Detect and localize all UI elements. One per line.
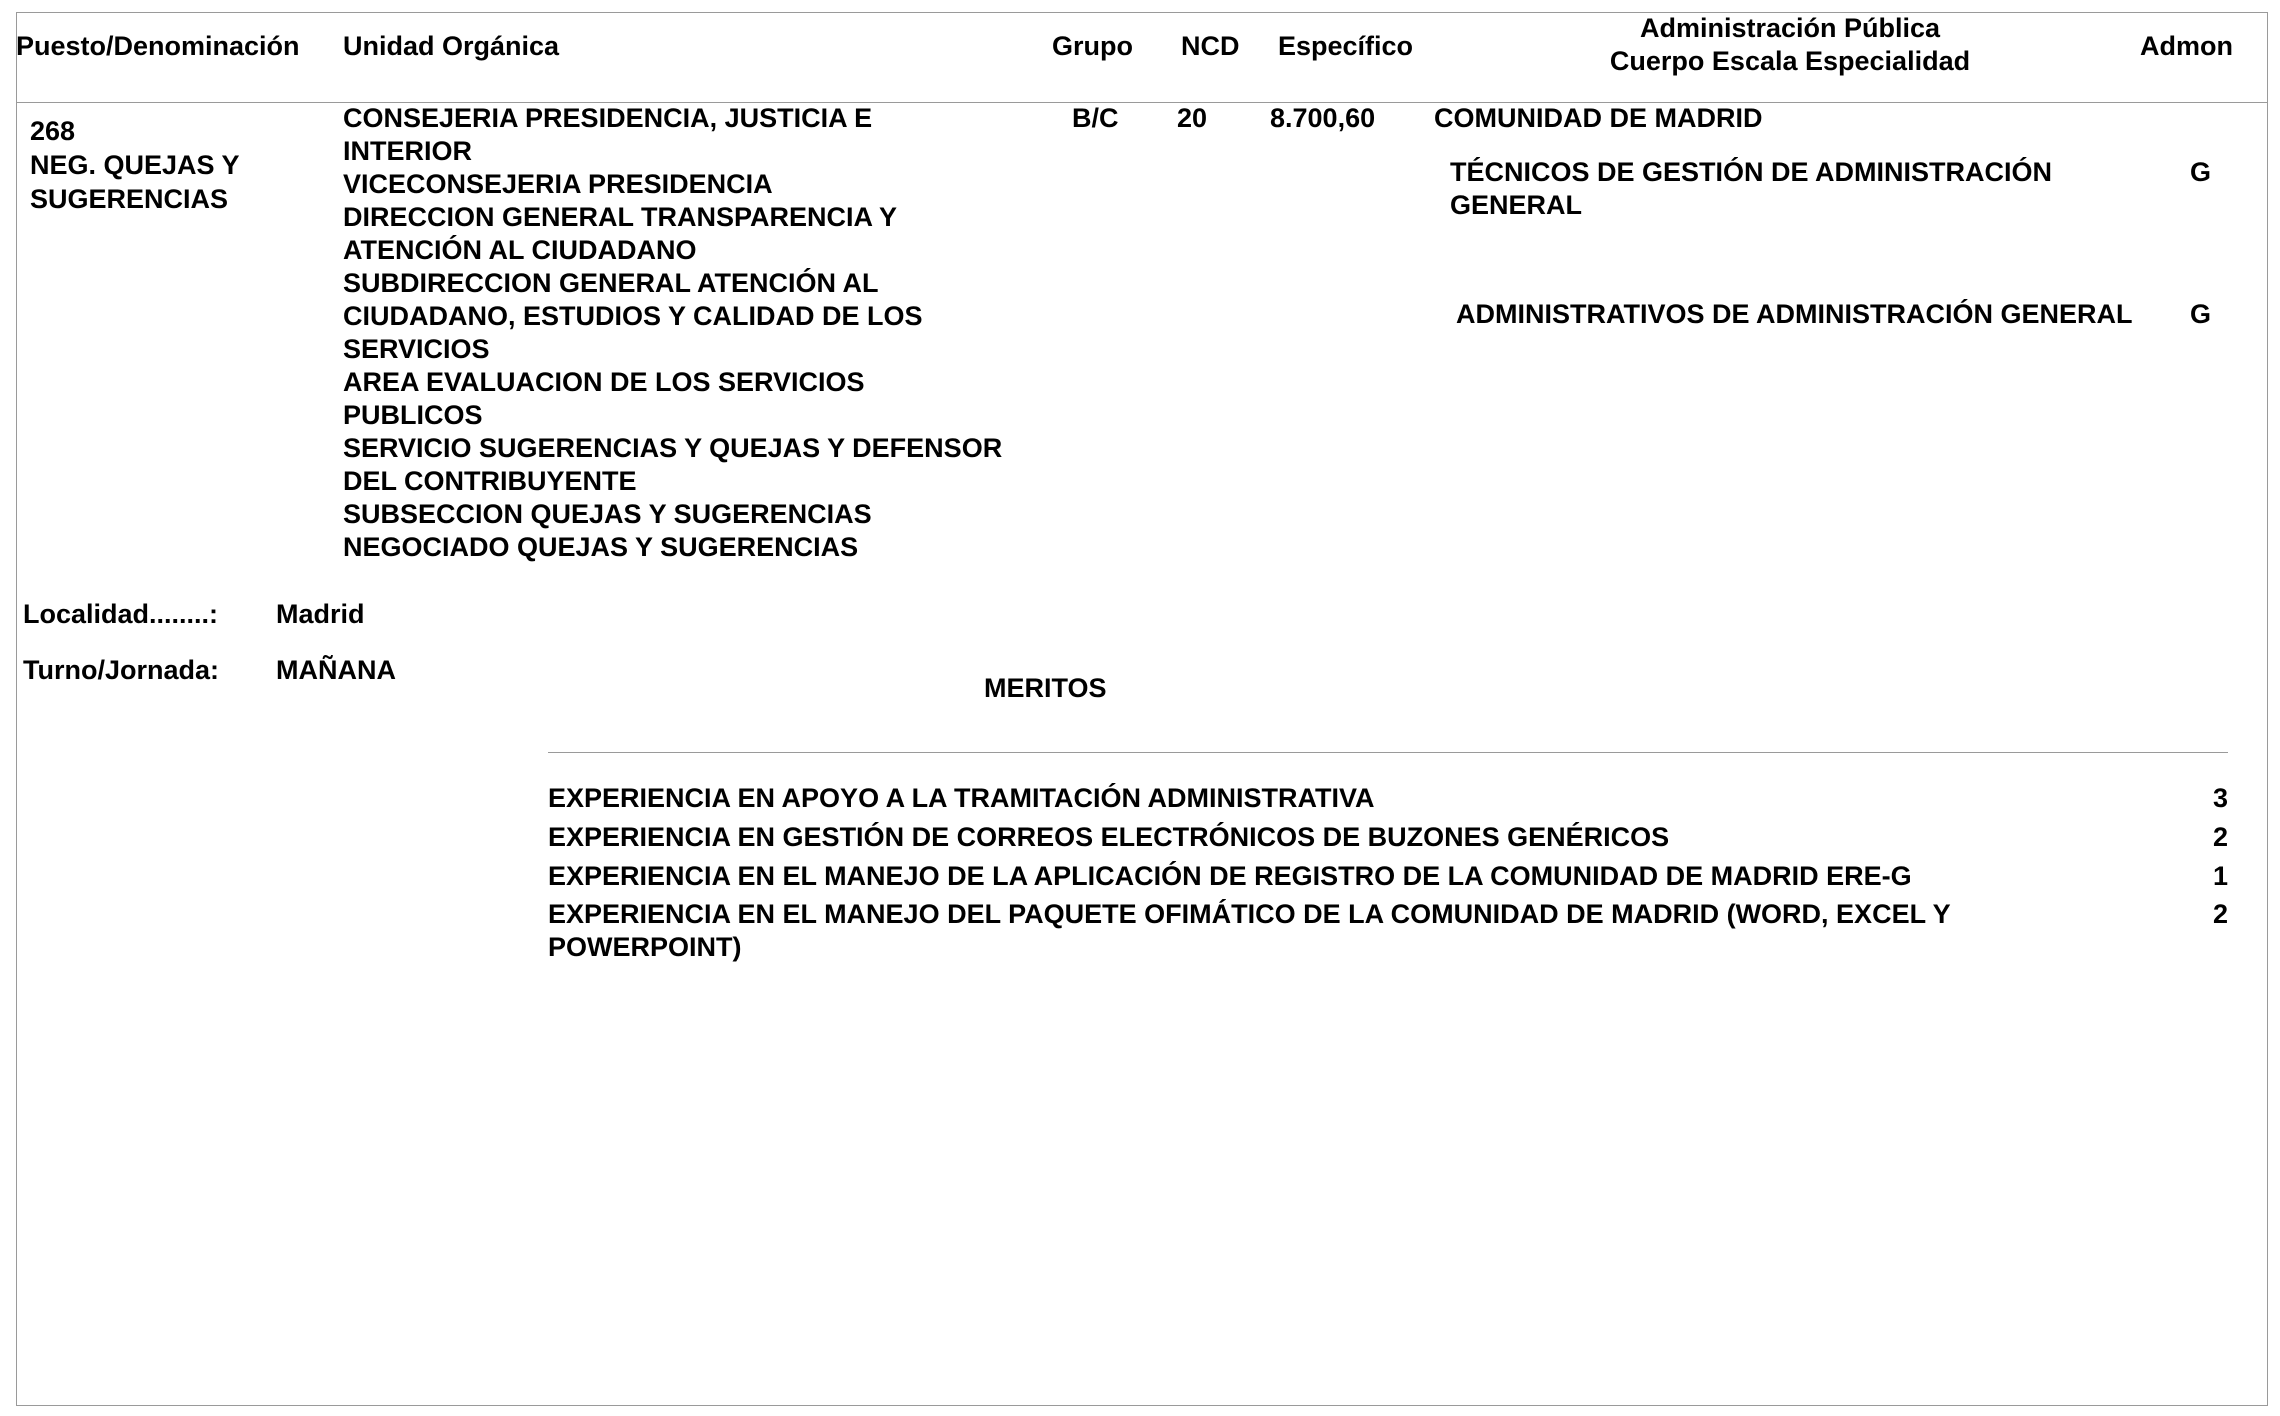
- unidad-line: ATENCIÓN AL CIUDADANO: [343, 235, 697, 265]
- ncd-value: 20: [1177, 103, 1208, 133]
- meritos-divider: [548, 752, 2228, 753]
- merit-points: 2: [2212, 822, 2228, 852]
- especifico-value: 8.700,60: [1270, 103, 1376, 133]
- header-administracion-l1: Administración Pública: [1639, 13, 1941, 43]
- cuerpo-2: ADMINISTRATIVOS DE ADMINISTRACIÓN GENERAL: [1456, 299, 2133, 329]
- merit-text: EXPERIENCIA EN EL MANEJO DEL PAQUETE OFIMÁTICO DE LA COMUNIDAD DE MADRID (WORD, EXCEL Y POWERPOINT): [548, 899, 1951, 962]
- localidad-label: Localidad........:: [23, 599, 219, 629]
- puesto-denominacion-l1: NEG. QUEJAS Y: [30, 150, 240, 180]
- cuerpo-2-admon: G: [2190, 299, 2212, 329]
- unidad-line: INTERIOR: [343, 136, 473, 166]
- unidad-line: SERVICIOS: [343, 334, 490, 364]
- unidad-line: VICECONSEJERIA PRESIDENCIA: [343, 169, 773, 199]
- header-especifico: Específico: [1278, 31, 1414, 61]
- cuerpo-1: [1450, 156, 2052, 222]
- header-administracion-l2: Cuerpo Escala Especialidad: [1609, 46, 1971, 76]
- merit-points: 1: [2212, 861, 2228, 891]
- unidad-line: CIUDADANO, ESTUDIOS Y CALIDAD DE LOS: [343, 301, 923, 331]
- unidad-organica: [343, 102, 1002, 564]
- merit-text: EXPERIENCIA EN GESTIÓN DE CORREOS ELECTRÓNICOS DE BUZONES GENÉRICOS: [548, 822, 1670, 852]
- header-unidad: Unidad Orgánica: [343, 31, 560, 61]
- unidad-line: PUBLICOS: [343, 400, 483, 430]
- puesto-denominacion-l2: SUGERENCIAS: [30, 184, 229, 214]
- cuerpo-1-l2: GENERAL: [1450, 190, 1583, 220]
- unidad-line: DIRECCION GENERAL TRANSPARENCIA Y: [343, 202, 898, 232]
- administracion-nombre: COMUNIDAD DE MADRID: [1434, 103, 1763, 133]
- meritos-title: MERITOS: [984, 673, 1107, 703]
- header-puesto: Puesto/Denominación: [16, 31, 300, 61]
- unidad-line: SERVICIO SUGERENCIAS Y QUEJAS Y DEFENSOR: [343, 433, 1003, 463]
- unidad-line: DEL CONTRIBUYENTE: [343, 466, 637, 496]
- unidad-line: SUBSECCION QUEJAS Y SUGERENCIAS: [343, 499, 872, 529]
- merit-text: EXPERIENCIA EN APOYO A LA TRAMITACIÓN ADMINISTRATIVA: [548, 783, 1375, 813]
- turno-label: Turno/Jornada:: [23, 655, 220, 685]
- cuerpo-1-admon: G: [2190, 157, 2212, 187]
- grupo-value: B/C: [1072, 103, 1119, 133]
- unidad-line: CONSEJERIA PRESIDENCIA, JUSTICIA E: [343, 103, 873, 133]
- header-grupo: Grupo: [1052, 31, 1133, 61]
- unidad-line: SUBDIRECCION GENERAL ATENCIÓN AL: [343, 268, 879, 298]
- unidad-line: NEGOCIADO QUEJAS Y SUGERENCIAS: [343, 532, 859, 562]
- puesto-block: [30, 114, 240, 216]
- merit-points: 2: [2212, 899, 2228, 929]
- merit-text: EXPERIENCIA EN EL MANEJO DE LA APLICACIÓN DE REGISTRO DE LA COMUNIDAD DE MADRID ERE-G: [548, 861, 1912, 891]
- localidad-value: Madrid: [276, 599, 365, 629]
- puesto-numero: 268: [30, 116, 76, 146]
- header-admon: Admon: [2140, 31, 2233, 61]
- merit-points: 3: [2212, 783, 2228, 813]
- turno-value: MAÑANA: [276, 655, 396, 685]
- unidad-line: AREA EVALUACION DE LOS SERVICIOS: [343, 367, 865, 397]
- header-ncd: NCD: [1181, 31, 1240, 61]
- cuerpo-1-l1: TÉCNICOS DE GESTIÓN DE ADMINISTRACIÓN: [1450, 157, 2053, 187]
